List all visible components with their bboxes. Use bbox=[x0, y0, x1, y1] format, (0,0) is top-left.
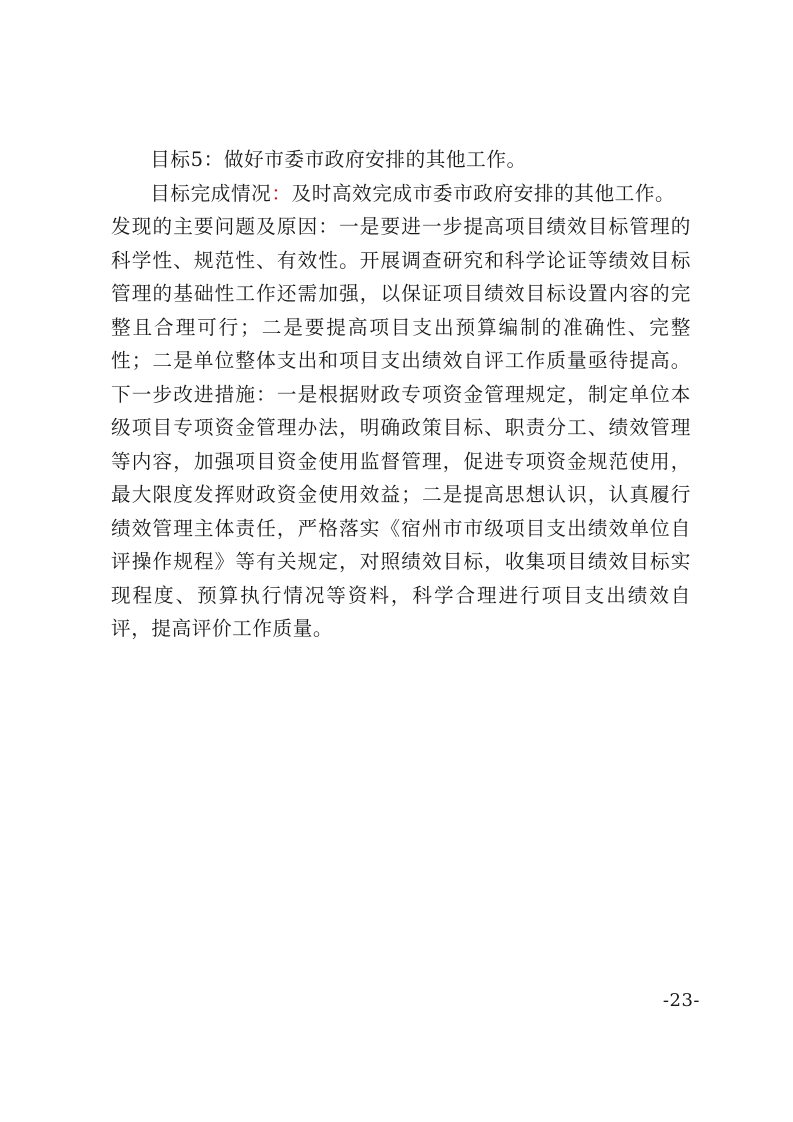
goal-heading: 目标5：做好市委市政府安排的其他工作。 bbox=[150, 148, 527, 171]
completion-colon: ： bbox=[271, 181, 292, 205]
completion-paragraph bbox=[111, 177, 691, 211]
issues-paragraph: 发现的主要问题及原因：一是要进一步提高项目绩效目标管理的科学性、规范性、有效性。开展调查研究和科学论证等绩效目标管理的基础性工作还需加强，以保证项目绩效目标设置内容的完整且合理可行；二是要提高项目支出预算编制的准确性、完整性；二是单位整体支出和项目支出绩效自评工作质量亟待提高。下一步改进措施：一是根据财政专项资金管理规定，制定单位本级项目专项资金管理办法，明确政策目标、职责分工、绩效管理等内容，加强项目资金使用监督管理，促进专项资金规范使用，最大限度发挥财政资金使用效益；二是提高思想认识，认真履行绩效管理主体责任，严格落实《宿州市市级项目支出绩效单位自评操作规程》等有关规定，对照绩效目标，收集项目绩效目标实现程度、预算执行情况等资料，科学合理进行项目支出绩效自评，提高评价工作质量。 bbox=[111, 215, 691, 640]
completion-text: 及时高效完成市委市政府安排的其他工作。 bbox=[291, 181, 676, 205]
document-body bbox=[111, 143, 691, 646]
page-number: -23- bbox=[662, 990, 700, 1011]
completion-label: 目标完成情况 bbox=[150, 181, 272, 205]
